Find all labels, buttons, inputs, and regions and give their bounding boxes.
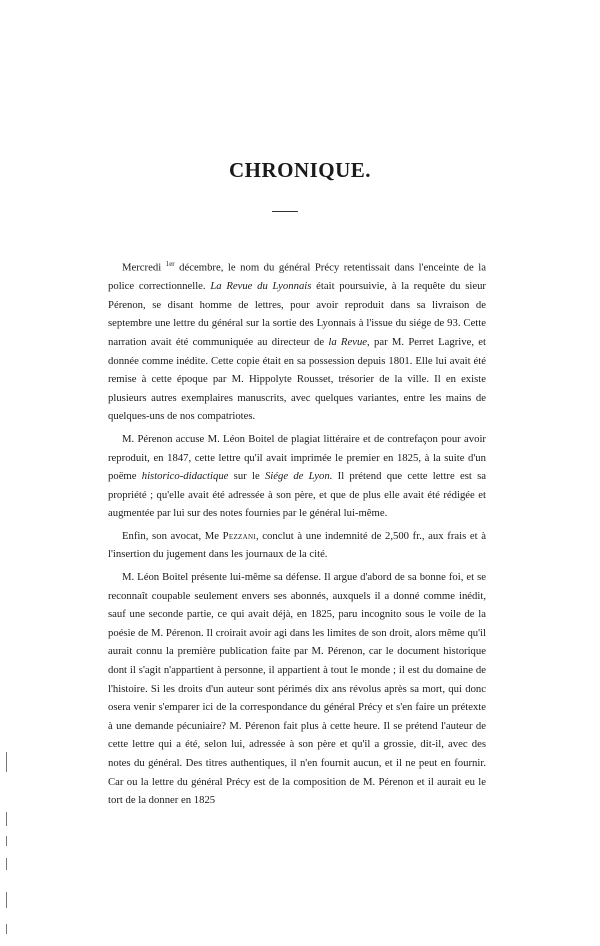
- title-divider: [272, 211, 298, 212]
- margin-mark: [6, 924, 7, 934]
- paragraph-3-text-a: Enfin, son avocat, Me: [122, 529, 223, 542]
- paragraph-4: [108, 568, 486, 810]
- paragraph-1-text-e: était poursuivie, à la requête du sieur Pérenon, se disant homme de lettres, pour avoir reproduit dans sa livraison de septembre une lettre du général sur la sortie des Lyonnais à l'issue du siége de 93. Cette narration avait été communiquée au directeur de: [108, 280, 486, 348]
- paragraph-2-italic-b: Siége de Lyon.: [264, 470, 333, 483]
- paragraph-2-italic-a: historico-didactique: [141, 470, 229, 483]
- paragraph-2-text-c: sur le: [228, 470, 265, 483]
- paragraph-1-text-g: , par M. Perret Lagrive, et donnée comme inédite. Cette copie était en sa possession depuis 1801. Elle lui avait été remise à cette époque par M. Hippolyte Rousset, trésorier de la ville. Il en existe plusieurs autres exemplaires manuscrits, avec quelques variantes, entre les mains de quelques-uns de nos compatriotes.: [108, 335, 486, 423]
- paragraph-3: [108, 527, 486, 564]
- paragraph-2-text-a: M. Pérenon accuse M. Léon Boitel de plagiat littéraire et de contrefaçon pour avoir reproduit, en 1847, cette lettre qu'il avait imprimée le premier en 1825, à la suite d'un poëme: [108, 432, 486, 483]
- page-title: CHRONIQUE.: [228, 158, 372, 182]
- paragraph-1-text-c: décembre, le nom du général Précy retentissait dans l'enceinte de la police correctionnelle.: [108, 261, 487, 293]
- body-text: [108, 255, 486, 810]
- paragraph-2-text-e: Il prétend que cette lettre est sa propriété ; qu'elle avait été adressée à son père, et que de plus elle avait été rédigée et augmentée par lui sur des notes fournies par le général lui-même.: [108, 470, 486, 520]
- margin-mark: [6, 752, 7, 772]
- margin-mark: [6, 892, 7, 908]
- paragraph-2: [108, 430, 486, 523]
- paragraph-1: [108, 255, 486, 426]
- paragraph-3-smallcaps: Pezzani: [222, 529, 256, 542]
- paragraph-1-italic-title: La Revue du Lyonnais: [210, 280, 312, 293]
- paragraph-1-italic-revue: la Revue: [328, 335, 368, 348]
- paragraph-1-superscript: 1er: [165, 260, 175, 268]
- paragraph-4-text: M. Léon Boitel présente lui-même sa défense. Il argue d'abord de sa bonne foi, et se reconnaît coupable seulement envers ses abonnés, auxquels il a donné comme inédit, sauf une seconde partie, ce qui avait déjà, en 1825, paru incognito sous le voile de la poésie de M. Pérenon. Il croirait avoir agi dans les limites de son droit, alors même qu'il aurait connu la première publication faite par M. Pérenon, car le document historique dont il s'agit n'appartient à personne, il appartient à tout le monde ; il est du domaine de l'histoire. Si les droits d'un auteur sont périmés dix ans révolus après sa mort, qui donc osera venir s'emparer ici de la correspondance du général Précy et s'en faire un prétexte à une demande pécuniaire? M. Pérenon fait plus à cette heure. Il se prétend l'auteur de cette lettre qui a été, selon lui, adressée à son père et qu'il a grossie, dit-il, avec des notes du général. Des titres authentiques, il n'en fournit aucun, et il ne peut en fournir. Car ou la lettre du général Précy est de la composition de M. Pérenon et il aurait eu le tort de la donner en 1825: [108, 571, 486, 807]
- margin-mark: [6, 836, 7, 846]
- paragraph-1-text-a: Mercredi: [122, 261, 166, 274]
- paragraph-3-text-c: , conclut à une indemnité de 2,500 fr., aux frais et à l'insertion du jugement dans les journaux de la cité.: [108, 529, 486, 561]
- margin-mark: [6, 812, 7, 826]
- margin-mark: [6, 858, 7, 870]
